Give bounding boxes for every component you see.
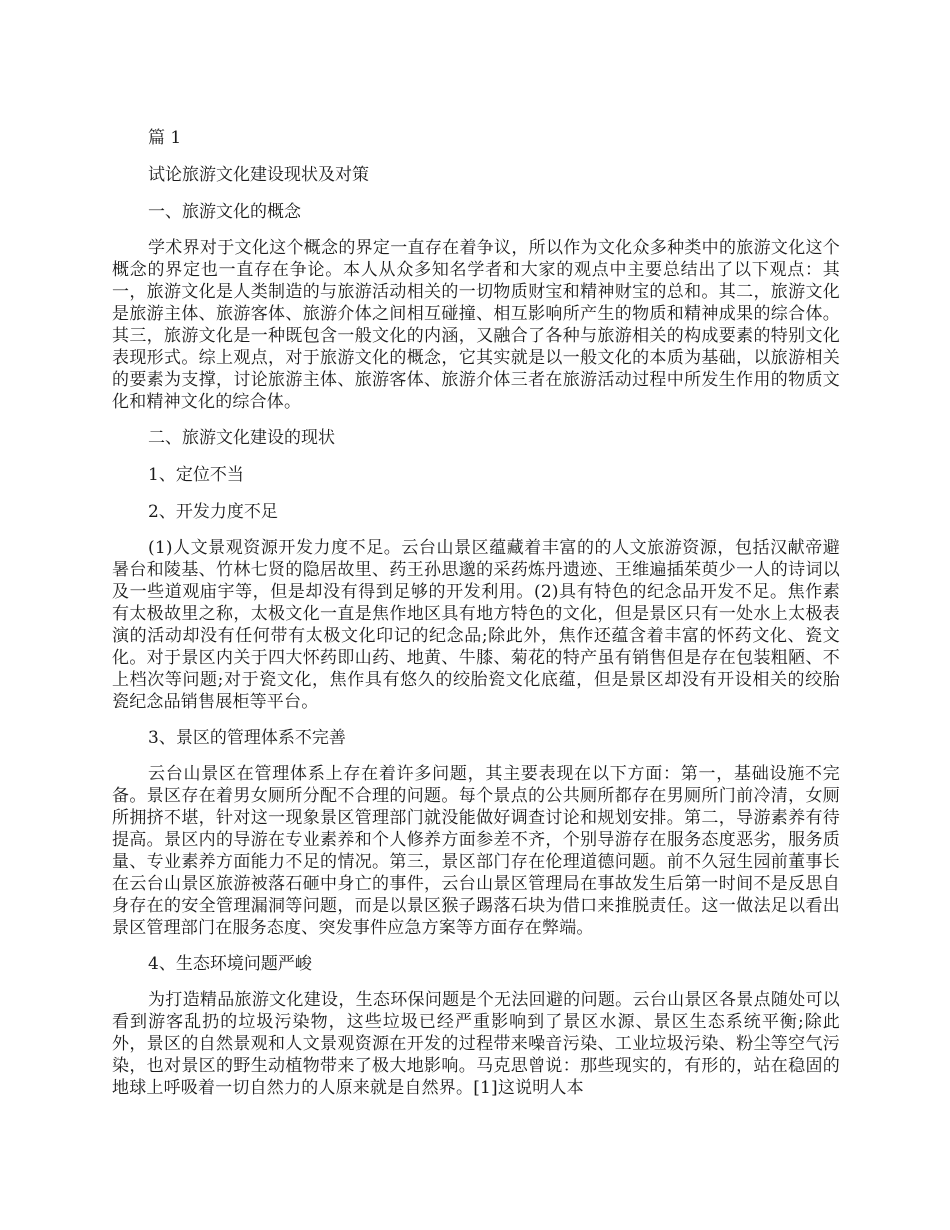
paragraph-concept: 学术界对于文化这个概念的界定一直存在着争议，所以作为文化众多种类中的旅游文化这个概念的界定也一直存在争论。本人从众多知名学者和大家的观点中主要总结出了以下观点：其一，旅游文化是人类制造的与旅游活动相关的一切物质财宝和精神财宝的总和。其二，旅游文化是旅游主体、旅游客体、旅游介体之间相互碰撞、相互影响所产生的物质和精神成果的综合体。其三，旅游文化是一种既包含一般文化的内涵，又融合了各种与旅游相关的构成要素的特别文化表现形式。综上观点，对于旅游文化的概念，它其实就是以一般文化的本质为基础，以旅游相关的要素为支撑，讨论旅游主体、旅游客体、旅游介体三者在旅游活动过程中所发生作用的物质文化和精神文化的综合体。 — [112, 238, 840, 412]
subheading-management: 3、景区的管理体系不完善 — [148, 728, 346, 748]
subheading-ecology: 4、生态环境问题严峻 — [148, 954, 312, 974]
subheading-positioning: 1、定位不当 — [148, 465, 244, 485]
section-number: 篇 1 — [148, 128, 182, 148]
paragraph-ecology: 为打造精品旅游文化建设，生态环保问题是个无法回避的问题。云台山景区各景点随处可以看到游客乱扔的垃圾污染物，这些垃圾已经严重影响到了景区水源、景区生态系统平衡;除此外，景区的自然景观和人文景观资源在开发的过程带来噪音污染、工业垃圾污染、粉尘等空气污染，也对景区的野生动植物带来了极大地影响。马克思曾说：那些现实的，有形的，站在稳固的地球上呼吸着一切自然力的人原来就是自然界。[1]这说明人本 — [112, 990, 840, 1098]
document-page — [112, 126, 840, 1112]
section-heading-status: 二、旅游文化建设的现状 — [148, 428, 335, 448]
document-title: 试论旅游文化建设现状及对策 — [148, 165, 369, 185]
paragraph-development: (1)人文景观资源开发力度不足。云台山景区蕴藏着丰富的的人文旅游资源，包括汉献帝避暑台和陵基、竹林七贤的隐居故里、药王孙思邈的采药炼丹遗迹、王维遍插茱萸少一人的诗词以及一些道观庙宇等，但是却没有得到足够的开发利用。(2)具有特色的纪念品开发不足。焦作素有太极故里之称，太极文化一直是焦作地区具有地方特色的文化，但是景区只有一处水上太极表演的活动却没有任何带有太极文化印记的纪念品;除此外，焦作还蕴含着丰富的怀药文化、瓷文化。对于景区内关于四大怀药即山药、地黄、牛膝、菊花的特产虽有销售但是存在包装粗陋、不上档次等问题;对于瓷文化，焦作具有悠久的绞胎瓷文化底蕴，但是景区却没有开设相关的绞胎瓷纪念品销售展柜等平台。 — [112, 538, 840, 712]
subheading-development: 2、开发力度不足 — [148, 502, 278, 522]
section-heading-concept: 一、旅游文化的概念 — [148, 202, 301, 222]
paragraph-management: 云台山景区在管理体系上存在着许多问题，其主要表现在以下方面：第一，基础设施不完备。景区存在着男女厕所分配不合理的问题。每个景点的公共厕所都存在男厕所门前冷清，女厕所拥挤不堪，针对这一现象景区管理部门就没能做好调查讨论和规划安排。第二，导游素养有待提高。景区内的导游在专业素养和个人修养方面参差不齐，个别导游存在服务态度恶劣，服务质量、专业素养方面能力不足的情况。第三，景区部门存在伦理道德问题。前不久冠生园前董事长在云台山景区旅游被落石砸中身亡的事件，云台山景区管理局在事故发生后第一时间不是反思自身存在的安全管理漏洞等问题，而是以景区猴子踢落石块为借口来推脱责任。这一做法足以看出景区管理部门在服务态度、突发事件应急方案等方面存在弊端。 — [112, 764, 840, 938]
